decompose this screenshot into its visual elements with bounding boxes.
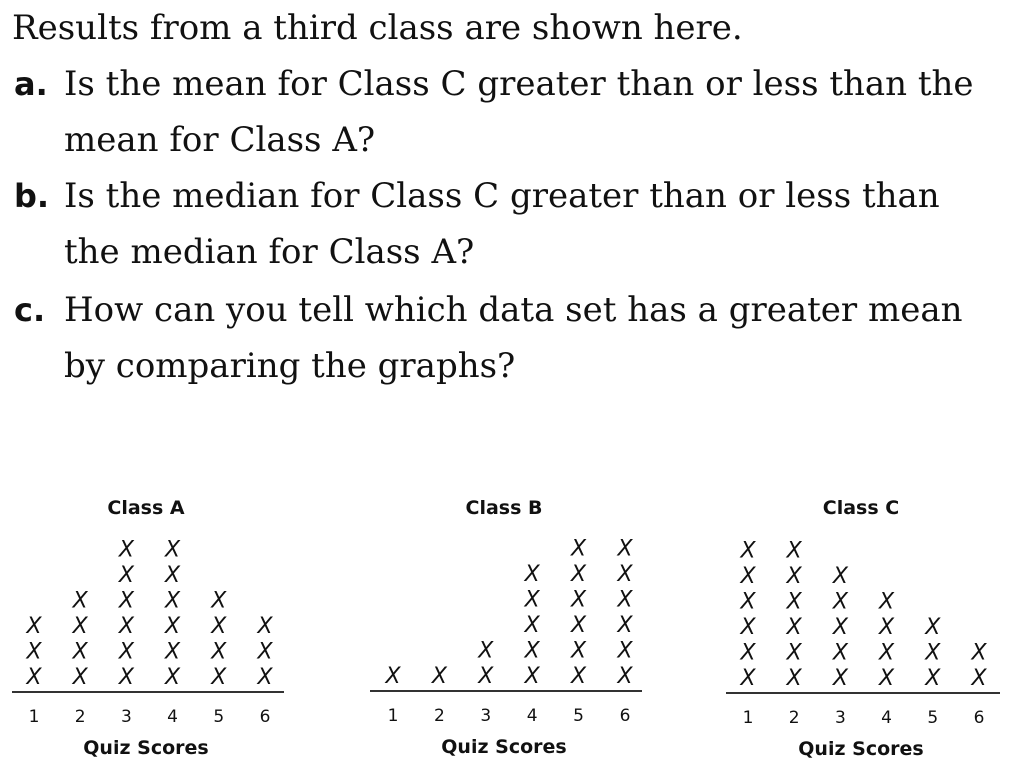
plot-1-mark: X (165, 588, 181, 614)
plot-3-tick-label: 6 (973, 708, 985, 728)
plot-1-mark: X (118, 614, 134, 639)
plot-1-mark: X (118, 563, 134, 588)
plot-1-tick-label: 6 (259, 707, 271, 727)
plot-2-mark: X (385, 664, 401, 689)
plot-2-tick-label: 6 (619, 706, 631, 726)
question-b (14, 168, 940, 280)
plot-1-mark: X (211, 588, 227, 614)
plot-1-mark: X (211, 639, 227, 665)
plot-3-tick-label: 1 (742, 708, 754, 728)
plot-3-tick-label: 4 (881, 708, 893, 728)
plot-2-mark: X (478, 638, 494, 664)
plot-1-mark: X (72, 665, 88, 690)
plot-3-mark: X (971, 640, 987, 666)
plot-3-mark: X (740, 666, 756, 691)
plot-3-mark: X (786, 666, 802, 691)
question-c-line1: How can you tell which data set has a greater mean (64, 290, 963, 330)
plot-3-mark: X (925, 640, 941, 666)
plot-3-mark: X (786, 564, 802, 589)
plot-2-mark: X (524, 664, 540, 689)
plot-3-mark: X (925, 666, 941, 691)
plot-3-mark: X (740, 615, 756, 640)
plot-2-mark: X (524, 638, 540, 664)
plot-3-mark: X (879, 640, 895, 666)
question-b-line1: Is the median for Class C greater than or less than (64, 176, 940, 216)
plot-2-mark: X (617, 664, 633, 689)
plot-1-mark: X (257, 665, 273, 690)
plot-1-title: Class A (107, 497, 185, 519)
question-a-letter: a. (14, 65, 48, 103)
plot-1-tick-label: 2 (74, 707, 86, 727)
plot-2-mark: X (571, 536, 587, 562)
dot-plots (0, 480, 1024, 768)
plot-2-mark: X (524, 587, 540, 613)
question-c-letter: c. (14, 291, 46, 329)
plot-3-mark: X (786, 589, 802, 615)
plot-2 (370, 497, 642, 758)
plot-1-mark: X (165, 537, 181, 563)
plot-2-tick-label: 3 (480, 706, 492, 726)
plot-3-mark: X (740, 589, 756, 615)
plot-3-mark: X (879, 615, 895, 640)
plot-1-tick-label: 4 (167, 707, 179, 727)
plot-3-mark: X (832, 589, 848, 615)
plot-1-tick-label: 3 (120, 707, 132, 727)
plot-1-mark: X (72, 639, 88, 665)
question-b-letter: b. (14, 177, 50, 215)
plot-1-mark: X (118, 665, 134, 690)
plot-3-mark: X (879, 589, 895, 615)
plot-1-xlabel: Quiz Scores (83, 737, 209, 759)
plot-1-mark: X (118, 639, 134, 665)
question-a (14, 56, 974, 168)
plot-1-mark: X (257, 614, 273, 639)
plot-3-mark: X (786, 538, 802, 564)
plot-2-tick-label: 2 (433, 706, 445, 726)
plot-2-mark: X (617, 562, 633, 587)
plot-1-tick-label: 1 (28, 707, 40, 727)
plot-1-mark: X (118, 537, 134, 563)
plot-1-mark: X (165, 665, 181, 690)
plot-3-mark: X (925, 615, 941, 640)
plot-3-xlabel: Quiz Scores (798, 738, 924, 760)
plot-2-tick-label: 4 (526, 706, 538, 726)
plot-1 (12, 497, 284, 759)
plot-3 (726, 497, 1000, 760)
plot-1-mark: X (165, 614, 181, 639)
intro-text: Results from a third class are shown here. (12, 8, 743, 48)
plot-2-mark: X (478, 664, 494, 689)
plot-2-mark: X (617, 536, 633, 562)
question-b-line2: the median for Class A? (64, 232, 475, 272)
plot-1-mark: X (26, 639, 42, 665)
plot-2-mark: X (571, 587, 587, 613)
question-a-line1: Is the mean for Class C greater than or less than the (64, 64, 974, 104)
plot-2-mark: X (617, 638, 633, 664)
plot-3-mark: X (740, 564, 756, 589)
plot-1-mark: X (26, 614, 42, 639)
plot-3-mark: X (740, 538, 756, 564)
question-a-line2: mean for Class A? (64, 120, 376, 160)
plot-3-mark: X (786, 640, 802, 666)
plot-3-mark: X (971, 666, 987, 691)
plot-1-mark: X (72, 614, 88, 639)
plot-3-mark: X (879, 666, 895, 691)
plot-3-mark: X (786, 615, 802, 640)
question-c (14, 282, 963, 394)
plot-2-title: Class B (465, 497, 543, 519)
plot-3-title: Class C (822, 497, 900, 519)
plot-2-mark: X (571, 664, 587, 689)
plot-3-mark: X (832, 666, 848, 691)
plot-3-mark: X (832, 564, 848, 589)
plot-3-mark: X (832, 615, 848, 640)
plot-3-tick-label: 3 (834, 708, 846, 728)
plot-1-mark: X (165, 639, 181, 665)
plot-1-mark: X (257, 639, 273, 665)
plot-2-mark: X (617, 613, 633, 638)
plot-1-mark: X (211, 614, 227, 639)
plot-1-tick-label: 5 (213, 707, 225, 727)
plot-2-tick-label: 1 (387, 706, 399, 726)
plot-2-mark: X (571, 562, 587, 587)
plot-1-mark: X (26, 665, 42, 690)
plot-3-mark: X (740, 640, 756, 666)
plot-2-tick-label: 5 (573, 706, 585, 726)
plot-2-mark: X (524, 562, 540, 587)
question-c-line2: by comparing the graphs? (64, 346, 516, 386)
plot-1-mark: X (165, 563, 181, 588)
plot-1-mark: X (211, 665, 227, 690)
plot-3-mark: X (832, 640, 848, 666)
plot-2-mark: X (524, 613, 540, 638)
plot-2-mark: X (571, 613, 587, 638)
plot-1-mark: X (118, 588, 134, 614)
plot-1-mark: X (72, 588, 88, 614)
plot-2-mark: X (431, 664, 447, 689)
plot-2-xlabel: Quiz Scores (441, 736, 567, 758)
plot-2-mark: X (617, 587, 633, 613)
plot-3-tick-label: 5 (927, 708, 939, 728)
plot-2-mark: X (571, 638, 587, 664)
plot-3-tick-label: 2 (788, 708, 800, 728)
